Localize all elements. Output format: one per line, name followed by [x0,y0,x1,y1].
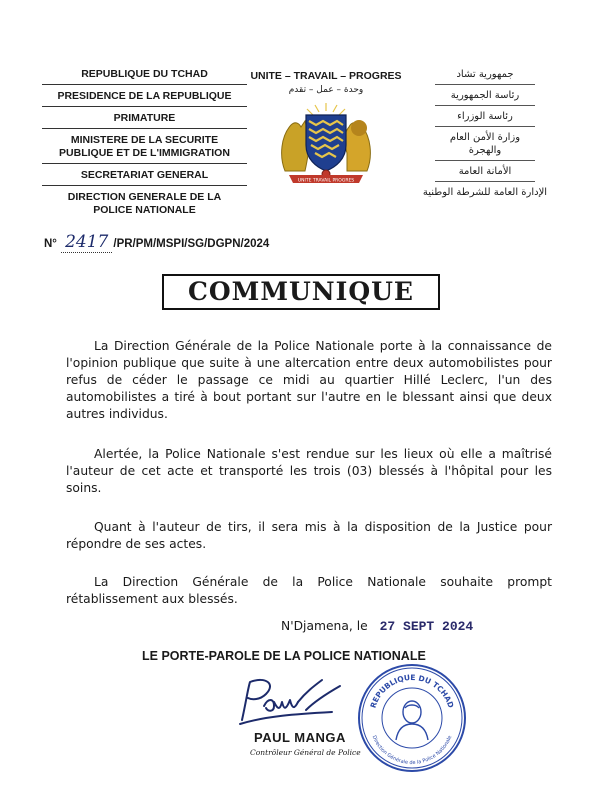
header-secretariat: SECRETARIAT GENERAL [80,169,209,181]
header-direction-line2: POLICE NATIONALE [93,204,196,216]
header-ministry-block [42,134,247,164]
header-ministry-line1: MINISTERE DE LA SECURITE [70,134,219,146]
header-country-block [42,68,247,85]
national-motto: UNITE – TRAVAIL – PROGRES [250,70,402,82]
dateline [281,619,473,634]
official-seal-icon [356,662,468,774]
header-primature: PRIMATURE [113,112,176,124]
header-direction-line1: DIRECTION GENERALE DE LA [67,191,222,203]
header-left-block [42,68,247,225]
header-primature-arabic: رئاسة الوزراء [435,110,535,127]
date-stamp: 27 SEPT 2024 [379,619,474,634]
body-paragraph-4 [66,574,552,608]
header-presidency-block [42,90,247,107]
body-paragraph-3-text: Quant à l'auteur de tirs, il sera mis à la disposition de la Justice pour répondre de ses actes. [66,520,552,551]
reference-suffix: /PR/PM/MSPI/SG/DGPN/2024 [113,238,270,250]
signatory-role: LE PORTE-PAROLE DE LA POLICE NATIONALE [142,649,426,663]
reference-number [44,232,269,252]
body-paragraph-3 [66,519,552,553]
header-primature-block [42,112,247,129]
dateline-place: N'Djamena, le [281,619,368,633]
header-ministry-line2: PUBLIQUE ET DE L'IMMIGRATION [59,147,230,159]
document-title: COMMUNIQUE [162,274,440,310]
svg-text:Direction Générale de la Polic: Direction Générale de la Police Nationale [370,734,454,767]
signatory-name: PAUL MANGA [254,730,346,745]
reference-handwritten-number: 2417 [61,232,112,253]
header-country: REPUBLIQUE DU TCHAD [81,68,208,80]
coat-of-arms-icon [271,101,381,187]
body-paragraph-2 [66,446,552,497]
body-paragraph-4-text: La Direction Générale de la Police Nationale souhaite prompt rétablissement aux blessés. [66,575,552,606]
header-ministry-arabic: وزارة الأمن العام والهجرة [435,131,535,161]
header-presidency-arabic: رئاسة الجمهورية [435,89,535,106]
svg-text:UNITE TRAVAIL PROGRES: UNITE TRAVAIL PROGRES [297,178,355,184]
body-paragraph-2-text: Alertée, la Police Nationale s'est rendue sur les lieux où elle a maîtrisé l'auteur de cet acte et transporté les trois (03) blessés à l'hôpital pour les soins. [66,447,552,495]
handwritten-signature-icon [236,672,346,732]
body-paragraph-1 [66,338,552,423]
svg-text:REPUBLIQUE DU TCHAD: REPUBLIQUE DU TCHAD [368,672,456,710]
header-direction-arabic: الإدارة العامة للشرطة الوطنية [422,187,548,198]
header-secretariat-arabic: الأمانة العامة [435,165,535,182]
header-right-block-arabic [405,68,565,203]
header-country-arabic: جمهورية تشاد [435,68,535,85]
header-direction-block [42,191,247,220]
header-secretariat-block [42,169,247,186]
signatory-title: Contrôleur Général de Police [250,748,361,757]
reference-prefix: N° [44,238,57,250]
body-paragraph-1-text: La Direction Générale de la Police Nationale porte à la connaissance de l'opinion publique que suite à une altercation entre deux automobilistes pour refus de céder le passage ce midi au quartier Hillé Leclerc, l'un des automobilistes a tiré à bout portant sur l'autre en le blessant ainsi que deux autres individus. [66,339,552,421]
header-presidency: PRESIDENCE DE LA REPUBLIQUE [57,90,232,102]
header-center-block [246,70,406,187]
national-motto-arabic: وحدة – عمل – تقدم [288,85,364,95]
